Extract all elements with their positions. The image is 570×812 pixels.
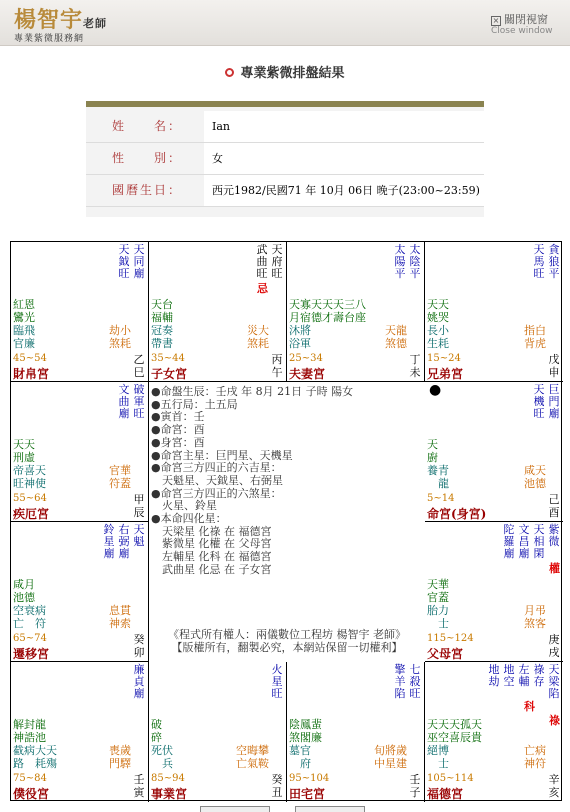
minor-star: 姚哭 (427, 311, 449, 324)
age-range: 55~64 (13, 493, 47, 504)
profile-row (86, 143, 484, 175)
palace-name: 遷移宮 (13, 647, 50, 661)
main-star: 陀羅廟 (503, 523, 515, 560)
minor-star: 天台 (151, 298, 173, 311)
minor-star: 天天 (13, 438, 35, 451)
center-line: 天魁星、天鉞星、右弼星 (151, 473, 283, 487)
minor-star: 墓官 (289, 744, 311, 757)
close-window-sublabel[interactable]: Close window (491, 26, 553, 36)
main-star: 天府旺 (271, 243, 283, 280)
spirit-star: 指白 (524, 324, 546, 337)
stem-branch: 癸丑 (271, 773, 283, 799)
spirit-star: 中星建 (374, 757, 407, 770)
minor-star: 臨飛 (13, 324, 35, 337)
main-star: 天同廟 (133, 243, 145, 280)
hua-badge: 科 (524, 700, 535, 713)
close-icon: × (492, 16, 500, 25)
spirit-star: 旬將歲 (374, 744, 407, 757)
spirit-star: 亡病 (524, 744, 546, 757)
minor-star: 紅恩 (13, 298, 35, 311)
main-star: 太陽平 (394, 243, 406, 280)
profile-value: Ian (204, 111, 484, 142)
profile-value: 西元1982/民國71 年 10月 06日 晚子(23:00~23:59) (204, 175, 484, 206)
main-star: 地劫 (488, 663, 500, 688)
palace-cell[interactable] (287, 662, 425, 802)
stem-branch: 辛亥 (548, 773, 560, 799)
main-stars (394, 664, 421, 700)
spirit-star: 背虎 (524, 337, 546, 350)
profile-row (86, 111, 484, 143)
minor-star: 府 (289, 757, 311, 770)
palace-name: 事業宮 (151, 787, 188, 801)
age-range: 35~44 (151, 353, 185, 364)
palace-cell[interactable] (425, 382, 563, 522)
main-star: 七殺旺 (409, 663, 421, 700)
center-lines (151, 386, 353, 577)
main-stars (394, 244, 421, 280)
profile-table (86, 101, 484, 217)
main-star: 天魁 (133, 523, 145, 548)
main-stars (256, 244, 283, 280)
minor-star: 兵 (151, 757, 173, 770)
chart-center-info (149, 382, 425, 662)
profile-value: 女 (204, 143, 484, 174)
center-line: 左輔星 化科 在 福德宮 (151, 550, 272, 564)
minor-star: 冠奏 (151, 324, 173, 337)
spirit-star: 神索 (109, 617, 131, 630)
main-star: 紫微 (548, 523, 560, 548)
minor-star: 天寡天天天三八 (289, 298, 366, 311)
minor-star: 亡 符 (13, 617, 46, 630)
hua-badge: 忌 (257, 282, 268, 295)
palace-cell[interactable] (425, 522, 563, 662)
age-range: 25~34 (289, 353, 323, 364)
minor-star: 胎力 (427, 604, 449, 617)
close-window-button[interactable]: × 關閉視窗 (492, 13, 548, 26)
stem-branch: 甲辰 (133, 493, 145, 519)
main-stars (103, 524, 145, 560)
minor-star: 帶書 (151, 337, 173, 350)
palace-name: 田宅宮 (289, 787, 326, 801)
center-line: 紫微星 化權 在 父母宮 (151, 537, 272, 551)
minor-star: 廚 (427, 451, 438, 464)
main-star: 鈴星廟 (103, 523, 115, 560)
center-line: ●寅首：壬 (151, 410, 205, 424)
main-stars (118, 244, 145, 280)
spirit-star: 符蓋 (109, 477, 131, 490)
minor-star: 死伏 (151, 744, 173, 757)
palace-name: 僕役宮 (13, 787, 50, 801)
minor-star: 煞閣廉 (289, 731, 322, 744)
main-star: 天鉞旺 (118, 243, 130, 280)
age-range: 105~114 (427, 773, 474, 784)
stem-branch: 癸卯 (133, 633, 145, 659)
main-star: 火星旺 (271, 663, 283, 700)
spirit-star: 官華 (109, 464, 131, 477)
spirit-star: 喪歲 (109, 744, 131, 757)
main-star: 武曲旺 (256, 243, 268, 280)
stem-branch: 壬寅 (133, 773, 145, 799)
minor-star: 旺神使 (13, 477, 46, 490)
palace-cell[interactable] (425, 242, 563, 382)
footer-line: 《程式所有權人：兩儀數位工程坊 楊智宇 老師》 (168, 628, 406, 641)
logo[interactable]: 楊智宇老師 (14, 7, 108, 33)
spirit-star: 煞客 (524, 617, 546, 630)
minor-star: 生耗 (427, 337, 449, 350)
spirit-star: 天龍 (385, 324, 407, 337)
header-bar (0, 0, 570, 46)
minor-star: 巫空喜辰貴 (427, 731, 482, 744)
palace-name: 夫妻宮 (289, 367, 326, 381)
minor-star: 帝喜天 (13, 464, 46, 477)
palace-name: 子女宮 (151, 367, 188, 381)
ming-marker: ● (429, 382, 442, 398)
palace-name: 兄弟宮 (427, 367, 464, 381)
main-star: 天相閑 (533, 523, 545, 560)
palace-cell[interactable] (11, 242, 149, 382)
minor-star: 刑虛 (13, 451, 35, 464)
center-line: ●命宮三方四正的六吉星： (151, 461, 282, 475)
main-star: 天梁陷 (548, 663, 560, 700)
age-range: 15~24 (427, 353, 461, 364)
center-line: ●命宮主星：巨門星、天機星 (151, 448, 293, 462)
minor-star: 絕博 (427, 744, 449, 757)
main-star: 文曲廟 (118, 383, 130, 420)
spirit-star: 亡氣鞍 (236, 757, 269, 770)
main-star: 地空 (503, 663, 515, 688)
palace-name: 財帛宮 (13, 367, 50, 381)
main-star: 天馬旺 (533, 243, 545, 280)
minor-star: 天天 (427, 298, 449, 311)
spirit-star: 池德 (524, 477, 546, 490)
stem-branch: 庚戌 (548, 633, 560, 659)
minor-star: 養青 (427, 464, 449, 477)
bottom-button-1[interactable] (200, 806, 270, 812)
stem-branch: 丁未 (409, 353, 421, 379)
stem-branch: 戊申 (548, 353, 560, 379)
spirit-star: 煞德 (385, 337, 407, 350)
center-line: 天梁星 化祿 在 福德宮 (151, 524, 272, 538)
spirit-star: 煞耗 (109, 337, 131, 350)
palace-cell[interactable] (287, 242, 425, 382)
palace-name: 命宮(身宮) (427, 507, 487, 521)
stem-branch: 丙午 (271, 353, 283, 379)
main-star: 文昌廟 (518, 523, 530, 560)
minor-star: 陰鳳蜚 (289, 718, 322, 731)
spirit-star: 月弔 (524, 604, 546, 617)
footer-line: 【版權所有，翻製必究，本網站保留一切權利】 (171, 641, 403, 654)
center-line: ●身宮：酉 (151, 435, 205, 449)
age-range: 5~14 (427, 493, 455, 504)
palace-cell[interactable] (11, 522, 149, 662)
minor-star: 池德 (13, 591, 35, 604)
main-star: 貪狼平 (548, 243, 560, 280)
minor-star: 天華 (427, 578, 449, 591)
spirit-star: 空晦攀 (236, 744, 269, 757)
minor-star: 空衰病 (13, 604, 46, 617)
stem-branch: 乙巳 (133, 353, 145, 379)
profile-row (86, 175, 484, 207)
minor-star: 截病大天 (13, 744, 57, 757)
main-star: 破軍旺 (133, 383, 145, 420)
minor-star: 士 (427, 757, 449, 770)
palace-name: 福德宮 (427, 787, 464, 801)
main-stars (533, 244, 560, 280)
main-star: 巨門廟 (548, 383, 560, 420)
minor-star: 龍 (427, 477, 449, 490)
age-range: 85~94 (151, 773, 185, 784)
palace-cell[interactable] (11, 382, 149, 522)
center-line: ●五行局：土五局 (151, 397, 238, 411)
age-range: 45~54 (13, 353, 47, 364)
main-stars (503, 524, 560, 560)
main-star: 祿存 (533, 663, 545, 688)
minor-star: 咸月 (13, 578, 35, 591)
minor-star: 神誥池 (13, 731, 46, 744)
hua-badge: 權 (549, 562, 560, 575)
main-stars (118, 384, 145, 420)
profile-label: 國曆生日： (112, 183, 183, 197)
minor-star: 月宿德才壽台座 (289, 311, 366, 324)
minor-star: 福輔 (151, 311, 173, 324)
age-range: 95~104 (289, 773, 330, 784)
center-line: ●本命四化星： (151, 512, 227, 526)
spirit-star: 神符 (524, 757, 546, 770)
age-range: 115~124 (427, 633, 474, 644)
spirit-star: 劫小 (109, 324, 131, 337)
minor-star: 士 (427, 617, 449, 630)
bottom-buttons (200, 806, 370, 812)
palace-cell[interactable] (149, 242, 287, 382)
minor-star: 碎 (151, 731, 162, 744)
page-title: 專業紫微排盤結果 (0, 62, 570, 81)
center-line: 火星、鈴星 (151, 499, 217, 513)
spirit-star: 門驛 (109, 757, 131, 770)
minor-star: 沐將 (289, 324, 311, 337)
main-star: 天機旺 (533, 383, 545, 420)
palace-name: 父母宮 (427, 647, 464, 661)
logo-subtitle: 專業紫微服務網 (14, 34, 85, 44)
minor-star: 天 (427, 438, 438, 451)
minor-star: 浴軍 (289, 337, 311, 350)
spirit-star: 煞耗 (247, 337, 269, 350)
main-star: 左輔 (518, 663, 530, 688)
minor-star: 天天天孤天 (427, 718, 482, 731)
main-star: 廉貞廟 (133, 663, 145, 700)
main-stars (533, 384, 560, 420)
profile-label: 姓 名： (112, 119, 183, 133)
palace-cell[interactable] (149, 662, 287, 802)
center-line: ●命宮：酉 (151, 423, 205, 437)
spirit-star: 災大 (247, 324, 269, 337)
minor-star: 官廉 (13, 337, 35, 350)
age-range: 75~84 (13, 773, 47, 784)
center-line: ●命宮三方四正的六煞星： (151, 486, 282, 500)
stem-branch: 壬子 (409, 773, 421, 799)
stem-branch: 己酉 (548, 493, 560, 519)
bottom-button-2[interactable] (295, 806, 365, 812)
center-footer (149, 628, 425, 654)
minor-star: 破 (151, 718, 162, 731)
center-line: 武曲星 化忌 在 子女宮 (151, 562, 272, 576)
minor-star: 長小 (427, 324, 449, 337)
spirit-star: 咸天 (524, 464, 546, 477)
spirit-star: 息貫 (109, 604, 131, 617)
main-star: 右弼廟 (118, 523, 130, 560)
minor-star: 路 耗殤 (13, 757, 57, 770)
palace-name: 疾厄宮 (13, 507, 50, 521)
chart-grid (10, 241, 562, 801)
main-stars (488, 664, 560, 700)
main-star: 擎羊陷 (394, 663, 406, 700)
minor-star: 鸞光 (13, 311, 35, 324)
main-star: 太陰平 (409, 243, 421, 280)
age-range: 65~74 (13, 633, 47, 644)
profile-label: 性 別： (112, 151, 183, 165)
main-stars (271, 664, 283, 700)
minor-star: 官蓋 (427, 591, 449, 604)
minor-star: 解封龍 (13, 718, 46, 731)
main-stars (133, 664, 145, 700)
hua-badge: 祿 (549, 714, 560, 727)
center-line: ●命盤生辰：壬戌 年 8月 21日 子時 陽女 (151, 385, 354, 398)
bullet-icon (225, 68, 234, 77)
palace-cell[interactable] (11, 662, 149, 802)
palace-cell[interactable] (425, 662, 563, 802)
